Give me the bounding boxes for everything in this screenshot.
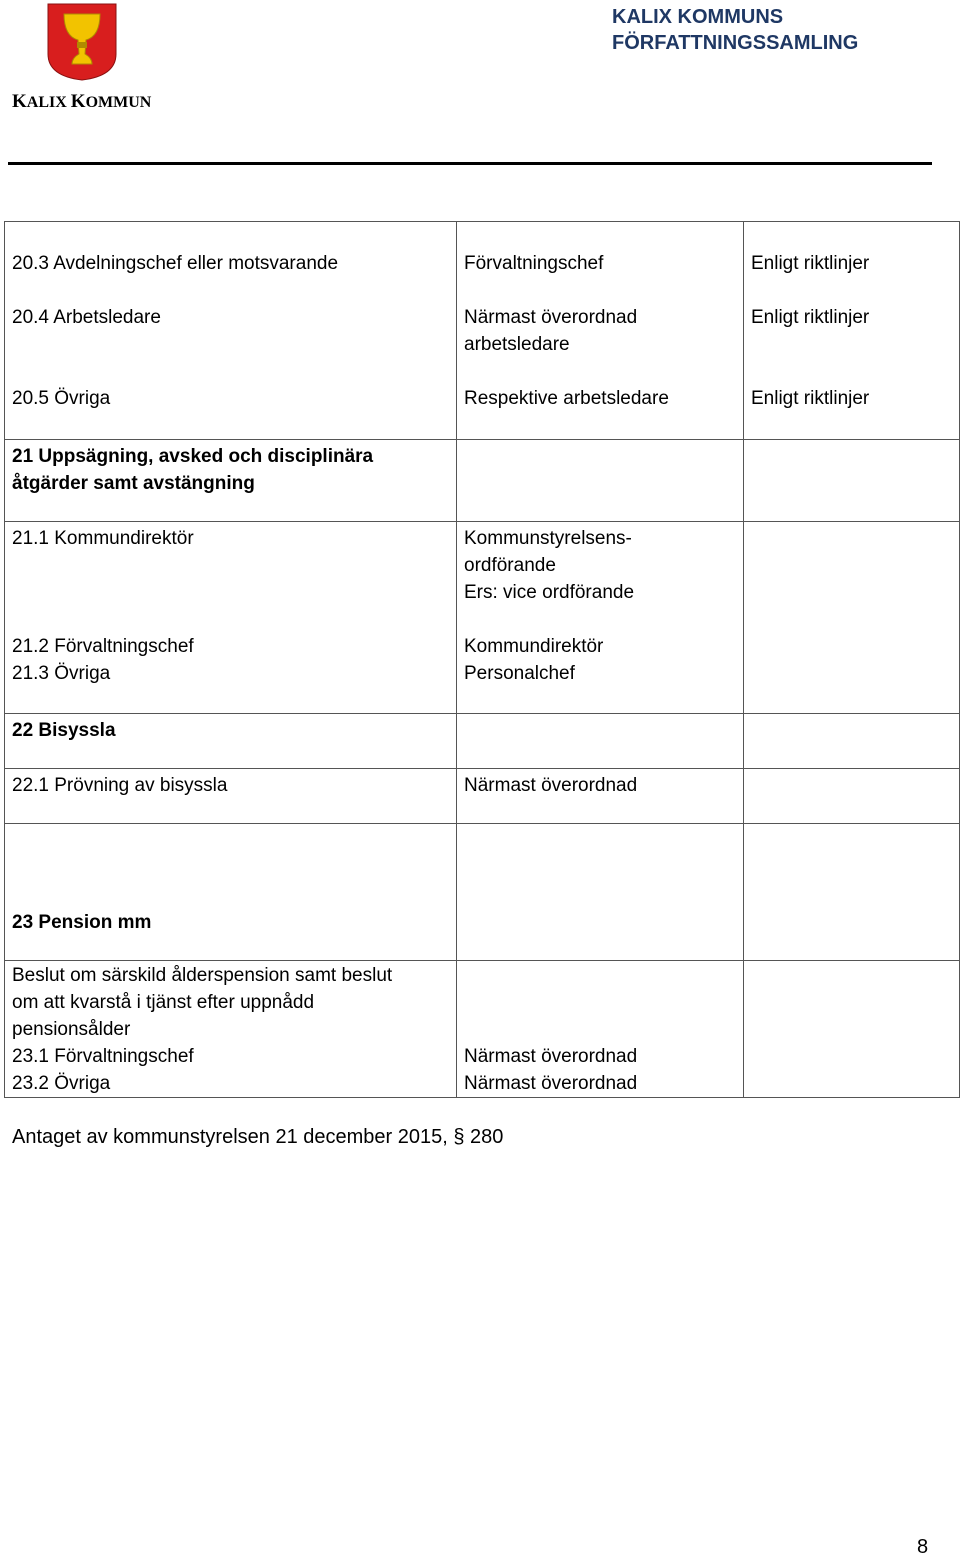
cell-line: Närmast överordnad <box>464 775 638 796</box>
cell-line: Enligt riktlinjer <box>751 388 870 409</box>
cell-line: Kommundirektör <box>464 636 604 657</box>
cell-line: pensionsålder <box>12 1019 131 1040</box>
cell-line: ordförande <box>464 555 556 576</box>
cell-line: 20.3 Avdelningschef eller motsvarande <box>12 253 339 274</box>
table-cell <box>457 222 744 440</box>
collection-title <box>612 4 858 56</box>
table-cell <box>5 222 457 440</box>
table-cell <box>457 824 744 961</box>
table-row <box>5 440 960 522</box>
cell-line: Respektive arbetsledare <box>464 388 669 409</box>
cell-line: 21.3 Övriga <box>12 663 111 684</box>
cell-line: 23.2 Övriga <box>12 1073 111 1094</box>
cell-line: Närmast överordnad <box>464 307 638 328</box>
table-cell <box>5 714 457 769</box>
cell-line: Enligt riktlinjer <box>751 253 870 274</box>
header-divider <box>8 162 932 165</box>
table-cell <box>5 961 457 1098</box>
section-heading: 21 Uppsägning, avsked och disciplinära <box>12 446 374 467</box>
section-heading: 23 Pension mm <box>12 912 152 933</box>
cell-line: 20.4 Arbetsledare <box>12 307 161 328</box>
table-cell <box>744 769 960 824</box>
table-row <box>5 222 960 440</box>
cell-line: Närmast överordnad <box>464 1073 638 1094</box>
cell-line: Enligt riktlinjer <box>751 307 870 328</box>
table-cell <box>744 824 960 961</box>
table-cell <box>744 222 960 440</box>
table-cell <box>744 714 960 769</box>
table-cell <box>5 522 457 714</box>
table-row <box>5 824 960 961</box>
table-cell <box>457 769 744 824</box>
table-cell <box>5 824 457 961</box>
table-row <box>5 769 960 824</box>
cell-line: Beslut om särskild ålderspension samt beslut <box>12 965 393 986</box>
cell-line: Förvaltningschef <box>464 253 604 274</box>
collection-title-line1: KALIX KOMMUNS <box>612 6 784 28</box>
adoption-note: Antaget av kommunstyrelsen 21 december 2015, § 280 <box>12 1126 504 1148</box>
table-row <box>5 522 960 714</box>
table-cell <box>457 522 744 714</box>
table-cell <box>5 769 457 824</box>
cell-line: arbetsledare <box>464 334 570 355</box>
table-cell <box>744 522 960 714</box>
table-cell <box>457 961 744 1098</box>
table-cell <box>744 961 960 1098</box>
collection-title-line2: FÖRFATTNINGSSAMLING <box>612 32 859 54</box>
table-row <box>5 714 960 769</box>
delegation-table <box>4 221 960 1098</box>
table-cell <box>457 714 744 769</box>
cell-line: Närmast överordnad <box>464 1046 638 1067</box>
cell-line: Ers: vice ordförande <box>464 582 635 603</box>
cell-line: Kommunstyrelsens- <box>464 528 632 549</box>
cell-line: om att kvarstå i tjänst efter uppnådd <box>12 992 315 1013</box>
cell-line: 22.1 Prövning av bisyssla <box>12 775 228 796</box>
page-number: 8 <box>917 1536 929 1558</box>
section-heading: åtgärder samt avstängning <box>12 473 255 494</box>
cell-line: 21.2 Förvaltningschef <box>12 636 194 657</box>
cell-line: 21.1 Kommundirektör <box>12 528 194 549</box>
table-row <box>5 961 960 1098</box>
table-cell <box>457 440 744 522</box>
kalix-crest-logo <box>46 2 118 82</box>
table-cell <box>5 440 457 522</box>
kalix-kommun-wordmark: KALIX KOMMUN <box>12 91 152 112</box>
table-cell <box>744 440 960 522</box>
cell-line: 20.5 Övriga <box>12 388 111 409</box>
cell-line: 23.1 Förvaltningschef <box>12 1046 194 1067</box>
cell-line: Personalchef <box>464 663 575 684</box>
section-heading: 22 Bisyssla <box>12 720 116 741</box>
